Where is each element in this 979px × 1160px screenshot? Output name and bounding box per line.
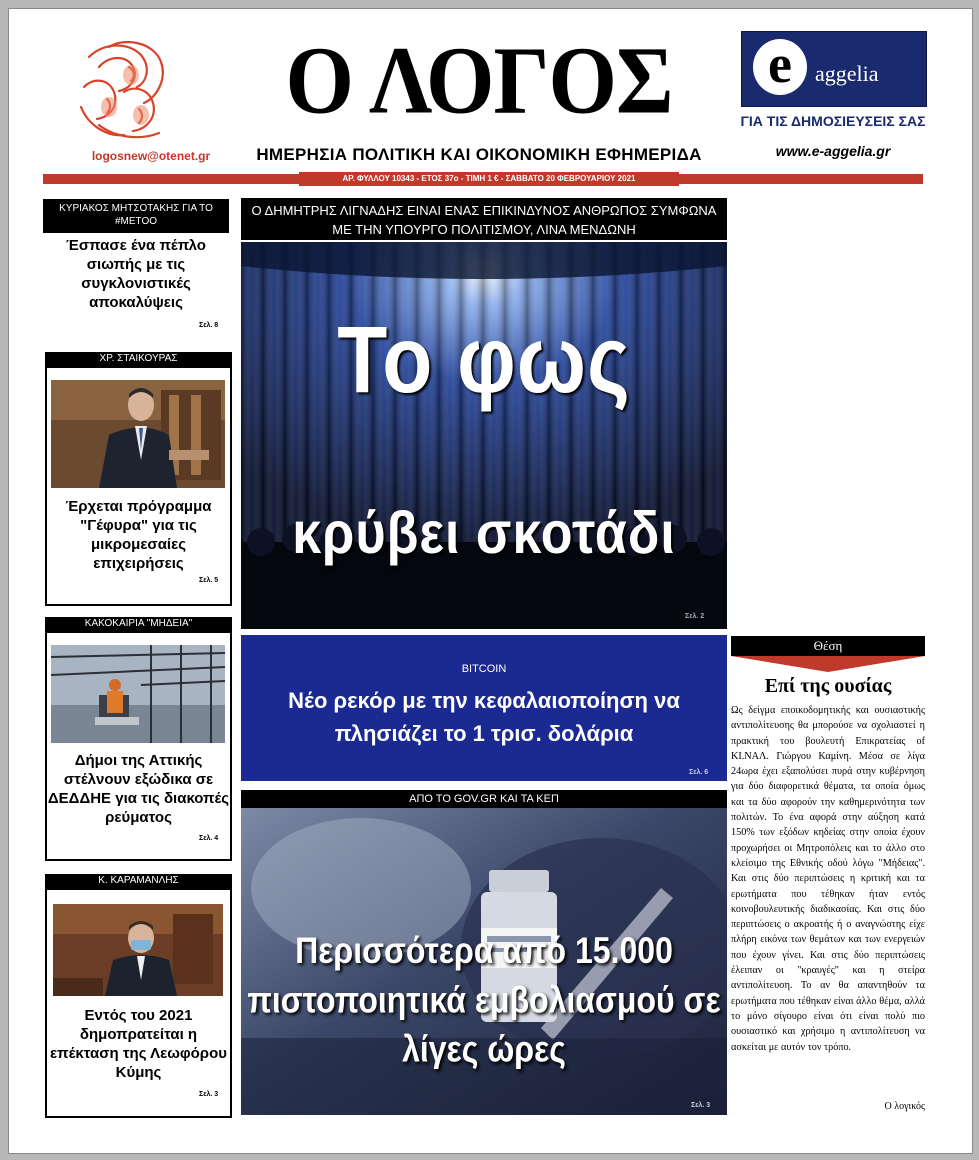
vaccine-headline[interactable]: Περισσότερα από 15.000 πιστοποιητικά εμβολιασμού σε λίγες ώρες bbox=[247, 929, 721, 1070]
staikouras-photo bbox=[51, 380, 225, 488]
newspaper-title: Ο ΛΟΓΟΣ bbox=[285, 27, 673, 135]
opinion-headline[interactable]: Επί της ουσίας bbox=[764, 675, 892, 697]
karamanlis-photo bbox=[53, 904, 223, 996]
advert-tagline: ΓΙΑ ΤΙΣ ΔΗΜΟΣΙΕΥΣΕΙΣ ΣΑΣ bbox=[740, 113, 926, 129]
logo-illustration bbox=[69, 37, 179, 145]
page-reference: Σελ. 3 bbox=[691, 1102, 711, 1109]
vaccine-kicker-bar: ΑΠΟ ΤΟ GOV.GR ΚΑΙ ΤΑ ΚΕΠ bbox=[241, 790, 727, 808]
lead-headline-line-2[interactable]: κρύβει σκοτάδι bbox=[292, 500, 676, 567]
page-reference: Σελ. 2 bbox=[685, 613, 705, 620]
lead-kicker-banner: Ο ΔΗΜΗΤΡΗΣ ΛΙΓΝΑΔΗΣ ΕΙΝΑΙ ΕΝΑΣ ΕΠΙΚΙΝΔΥΝΟΣ ΑΝΘΡΩΠΟΣ ΣΥΜΦΩΝΑ ΜΕ ΤΗΝ ΥΠΟΥΡΓΟ ΠΟΛΙΤΙΣΜΟΥ, ΛΙΝΑ ΜΕΝΔΩΝΗ bbox=[241, 198, 727, 240]
power-line-repair-photo bbox=[51, 645, 225, 743]
opinion-tab: Θέση bbox=[731, 636, 925, 656]
sidebar-kicker: ΚΑΚΟΚΑΙΡΙΑ "ΜΗΔΕΙΑ" bbox=[45, 617, 232, 633]
lead-headline-line-1[interactable]: Το φως bbox=[337, 307, 631, 413]
page-reference: Σελ. 8 bbox=[199, 322, 219, 329]
sidebar-headline[interactable]: Έρχεται πρόγραμμα "Γέφυρα" για τις μικρομεσαίες επιχειρήσεις bbox=[65, 498, 212, 572]
sidebar-kicker: Κ. ΚΑΡΑΜΑΝΛΗΣ bbox=[45, 874, 232, 890]
sidebar-headline[interactable]: Εντός του 2021 δημοπρατείται η επέκταση της Λεωφόρου Κύμης bbox=[50, 1007, 227, 1081]
sidebar-headline[interactable]: Έσπασε ένα πέπλο σιωπής με τις συγκλονιστικές αποκαλύψεις bbox=[66, 237, 206, 311]
contact-email[interactable]: logosnew@otenet.gr bbox=[91, 149, 211, 163]
opinion-signature: Ο λογικός bbox=[884, 1101, 925, 1112]
theatre-curtain-photo bbox=[241, 242, 727, 629]
opinion-tab-pointer bbox=[731, 656, 925, 672]
advert-url[interactable]: www.e-aggelia.gr bbox=[775, 143, 891, 159]
bitcoin-headline[interactable]: Νέο ρεκόρ με την κεφαλαιοποίηση να πλησιάζει το 1 τρισ. δολάρια bbox=[288, 688, 680, 746]
advert-logo-letter: e bbox=[768, 34, 792, 94]
page-reference: Σελ. 4 bbox=[199, 835, 219, 842]
opinion-body: Ως δείγμα εποικοδομητικής και ουσιαστικής αντιπολίτευσης θα μπορούσε να σχολιαστεί η πρακτική του βουλευτή Επικρατείας of ΚΙ.ΝΑΛ. Γιώργου Καμίνη. Μέσα σε λίγα 24ωρα έχει εξαπολύσει πυρά στην κυβέρνηση για δύο διαφορετικά θέματα, τα οποία όμως και τα δύο αφορούν την καθημερινότητα των πολιτών. Το ένα αφορά στην αύξηση κατά 150% των εξόδων κηδείας στην οποία έχουν προχωρήσει οι Μητροπόλεις και το άλλο στο κλείσιμο της Εθνικής οδού λόγω "Μήδειας". Και στις δύο περιπτώσεις η κριτική και τα ερωτήματα που τέθηκαν ήταν εντός κοινοβουλευτικής διαδικασίας. Και στις δύο περιπτώσεις ο ακροατής ή ο αναγνώστης είχε πλήρη εικόνα των θεμάτων και των ενεργειών που έχουν γίνει. Και στις δύο περιπτώσεις έλειπαν οι "κραυγές" και η στείρα αντιπολίτευση. Το αν θα απαντηθούν τα ερωτήματα που τέθηκαν είναι άλλο θέμα, αλλά το μόνο σίγουρο είναι ότι είναι πολύ πιο ουσιαστικό και χρήσιμο η αντιπολίτευση να ασκείται με αυτόν τον τρόπο. bbox=[731, 705, 925, 1053]
page-reference: Σελ. 6 bbox=[689, 769, 709, 776]
newspaper-front-page bbox=[8, 8, 973, 1154]
issue-info: ΑΡ. ΦΥΛΛΟΥ 10343 - ΕΤΟΣ 37ο - ΤΙΜΗ 1 € - ΣΑΒΒΑΤΟ 20 ΦΕΒΡΟΥΑΡΙΟΥ 2021 bbox=[299, 172, 679, 186]
sidebar-kicker: ΚΥΡΙΑΚΟΣ ΜΗΤΣΟΤΑΚΗΣ ΓΙΑ ΤΟ #ΜΕΤΟΟ bbox=[43, 199, 229, 233]
page-reference: Σελ. 5 bbox=[199, 577, 219, 584]
newspaper-subtitle: ΗΜΕΡΗΣΙΑ ΠΟΛΙΤΙΚΗ ΚΑΙ ΟΙΚΟΝΟΜΙΚΗ ΕΦΗΜΕΡΙΔΑ bbox=[256, 145, 702, 164]
page-reference: Σελ. 3 bbox=[199, 1091, 219, 1098]
sidebar-headline[interactable]: Δήμοι της Αττικής στέλνουν εξώδικα σε ΔΕΔΔΗΕ για τις διακοπές ρεύματος bbox=[47, 752, 230, 826]
advert-brand: aggelia bbox=[815, 61, 879, 86]
bitcoin-kicker: BITCOIN bbox=[461, 663, 507, 675]
sidebar-kicker: ΧΡ. ΣΤΑΙΚΟΥΡΑΣ bbox=[45, 352, 232, 368]
